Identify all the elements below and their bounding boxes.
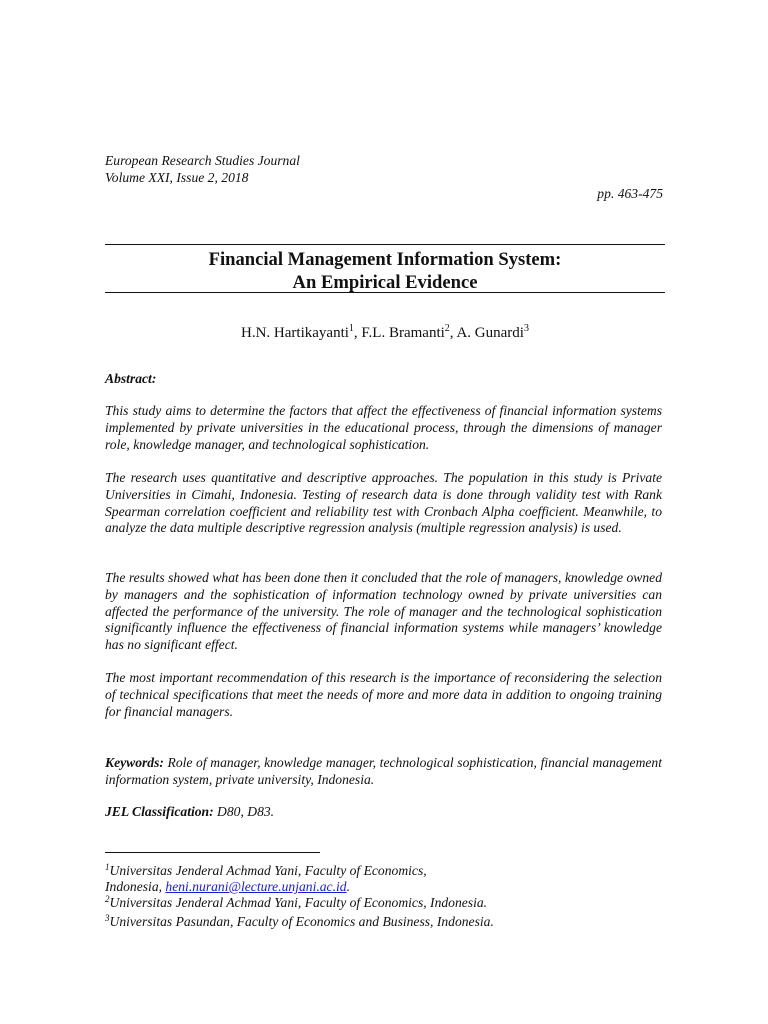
- title-top-rule: [105, 244, 665, 245]
- page-range: pp. 463-475: [597, 186, 663, 201]
- footnote-mark: 2: [105, 894, 110, 904]
- keywords: [105, 755, 662, 789]
- author-email-link[interactable]: heni.nurani@lecture.unjani.ac.id: [165, 879, 347, 894]
- footnote-2-text: Universitas Jenderal Achmad Yani, Faculty of Economics, Indonesia.: [109, 895, 488, 910]
- footnote-3: [105, 910, 494, 930]
- author-name: A. Gunardi: [456, 325, 524, 341]
- title-bottom-rule: [105, 292, 665, 293]
- author-separator: ,: [353, 325, 362, 341]
- author-name: H.N. Hartikayanti: [241, 325, 349, 341]
- title-line-2: An Empirical Evidence: [292, 272, 478, 293]
- footnote-rule: [105, 852, 320, 853]
- abstract-label: Abstract:: [105, 371, 157, 386]
- journal-header: [105, 152, 300, 186]
- keywords-label: Keywords:: [105, 755, 164, 770]
- author-separator: ,: [449, 325, 457, 341]
- footnote-1-suffix: .: [346, 879, 350, 894]
- footnote-1: [105, 859, 427, 895]
- paper-title: [105, 248, 665, 294]
- abstract-paragraph-3: The results showed what has been done then it concluded that the role of managers, knowledge owned by managers and the sophistication of information technology owned by private universities can affected the performance of the university. The role of manager and the technological sophistication significantly influence the effectiveness of financial information systems while managers’ knowledge has no significant effect.: [105, 570, 662, 653]
- author-affiliation-mark: 3: [523, 323, 529, 334]
- abstract-paragraph-2: The research uses quantitative and descriptive approaches. The population in this study is Private Universities in Cimahi, Indonesia. Testing of research data is done through validity test with Rank Spearman correlation coefficient and reliability test with Cronbach Alpha coefficient. Meanwhile, to analyze the data multiple descriptive regression analysis (multiple regression analysis) is used.: [105, 470, 662, 536]
- footnote-mark: 1: [105, 862, 110, 872]
- footnote-2: [105, 891, 487, 911]
- abstract-paragraph-4: The most important recommendation of this research is the importance of reconsidering the selection of technical specifications that meet the needs of more and more data in addition to ongoing training for financial managers.: [105, 670, 662, 719]
- author-affiliation-mark: 2: [444, 323, 450, 334]
- jel-text: D80, D83.: [213, 804, 275, 819]
- footnote-mark: 3: [105, 913, 110, 923]
- keywords-text: Role of manager, knowledge manager, technological sophistication, financial management information system, private university, Indonesia.: [105, 755, 662, 787]
- footnote-1-prefix: Indonesia,: [105, 879, 166, 894]
- author-list: [105, 323, 665, 342]
- footnote-1-line-1: Universitas Jenderal Achmad Yani, Faculty of Economics,: [109, 863, 427, 878]
- footnote-3-text: Universitas Pasundan, Faculty of Economics and Business, Indonesia.: [109, 914, 494, 929]
- jel-classification: [105, 804, 662, 821]
- jel-label: JEL Classification:: [105, 804, 214, 819]
- journal-volume: Volume XXI, Issue 2, 2018: [105, 170, 249, 185]
- title-line-1: Financial Management Information System:: [208, 249, 562, 270]
- journal-name: European Research Studies Journal: [105, 153, 300, 168]
- abstract-paragraph-1: This study aims to determine the factors that affect the effectiveness of financial information systems implemented by private universities in the educational process, through the dimensions of manager role, knowledge manager, and technological sophistication.: [105, 403, 662, 452]
- author-affiliation-mark: 1: [348, 323, 354, 334]
- author-name: F.L. Bramanti: [361, 325, 445, 341]
